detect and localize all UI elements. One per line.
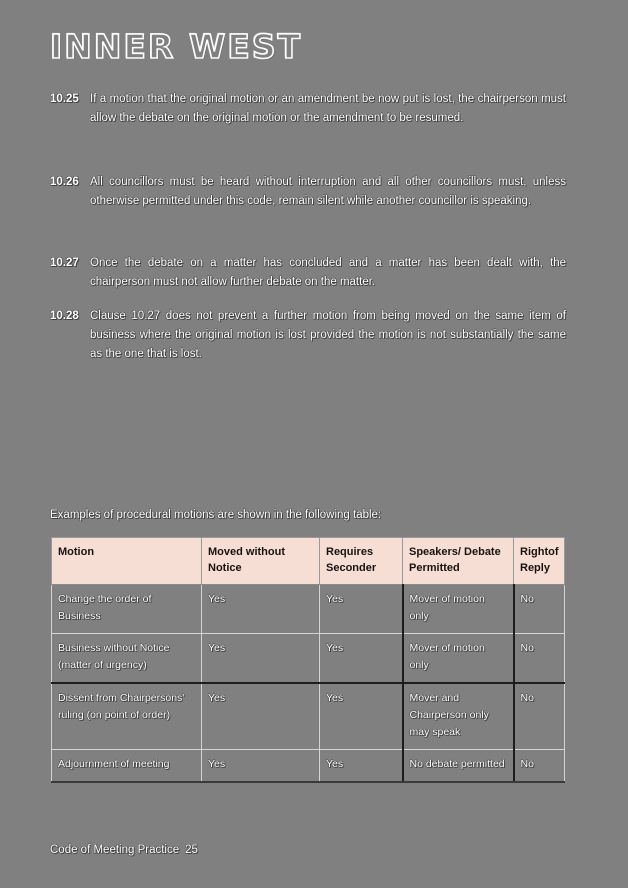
clause-number: 10.26 <box>50 176 79 188</box>
clause-text: If a motion that the original motion or an amendment be now put is lost, the chairperson must allow the debate on the original motion or the amendment to be resumed. <box>90 93 566 124</box>
cell-requires-seconder: Yes <box>320 585 403 634</box>
cell-motion: Adjournment of meeting <box>52 750 202 783</box>
column-header-right-of-reply: Rightof Reply <box>514 538 565 585</box>
cell-moved-without-notice: Yes <box>202 750 320 783</box>
cell-right-of-reply: No <box>514 683 565 750</box>
cell-requires-seconder: Yes <box>320 683 403 750</box>
inner-west-logo <box>50 24 302 68</box>
footer-page-number: 25 <box>185 844 198 856</box>
clause-text: Once the debate on a matter has concluded and a matter has been dealt with, the chairperson must not allow further debate on the matter. <box>90 257 566 288</box>
clause-number: 10.28 <box>50 310 79 322</box>
column-header-moved-without-notice: Moved without Notice <box>202 538 320 585</box>
table-row <box>52 585 565 634</box>
cell-speakers-debate: No debate permitted <box>403 750 514 783</box>
clause-text: All councillors must be heard without interruption and all other councillors must, unless otherwise permitted under this code, remain silent while another councillor is speaking. <box>90 176 566 207</box>
cell-motion: Dissent from Chairpersons' ruling (on point of order) <box>52 683 202 750</box>
column-header-motion: Motion <box>52 538 202 585</box>
cell-motion: Change the order of Business <box>52 585 202 634</box>
table-row <box>52 750 565 783</box>
cell-moved-without-notice: Yes <box>202 585 320 634</box>
clause-10-28 <box>50 307 566 364</box>
clause-number: 10.25 <box>50 93 79 105</box>
cell-speakers-debate: Mover of motion only <box>403 634 514 684</box>
cell-speakers-debate: Mover and Chairperson only may speak <box>403 683 514 750</box>
table-row <box>52 683 565 750</box>
table-row <box>52 634 565 684</box>
clause-text: Clause 10.27 does not prevent a further motion from being moved on the same item of business where the original motion is lost provided the motion is not substantially the same as the one that is lost. <box>90 310 566 360</box>
column-header-requires-seconder: Requires Seconder <box>320 538 403 585</box>
clause-number: 10.27 <box>50 257 79 269</box>
table-header-row <box>52 538 565 585</box>
footer-document-title: Code of Meeting Practice <box>50 844 180 856</box>
cell-right-of-reply: No <box>514 750 565 783</box>
cell-moved-without-notice: Yes <box>202 634 320 684</box>
logo-text: INNER WEST <box>50 26 303 66</box>
cell-right-of-reply: No <box>514 634 565 684</box>
clause-10-25 <box>50 90 566 128</box>
cell-speakers-debate: Mover of motion only <box>403 585 514 634</box>
procedural-motions-table <box>51 537 565 783</box>
clause-10-27 <box>50 254 566 292</box>
column-header-speakers-debate: Speakers/ Debate Permitted <box>403 538 514 585</box>
cell-moved-without-notice: Yes <box>202 683 320 750</box>
page-footer <box>50 841 198 859</box>
cell-requires-seconder: Yes <box>320 634 403 684</box>
cell-motion: Business without Notice (matter of urgency) <box>52 634 202 684</box>
table-intro-text: Examples of procedural motions are shown in the following table: <box>50 509 382 521</box>
cell-right-of-reply: No <box>514 585 565 634</box>
cell-requires-seconder: Yes <box>320 750 403 783</box>
clause-10-26 <box>50 173 566 211</box>
